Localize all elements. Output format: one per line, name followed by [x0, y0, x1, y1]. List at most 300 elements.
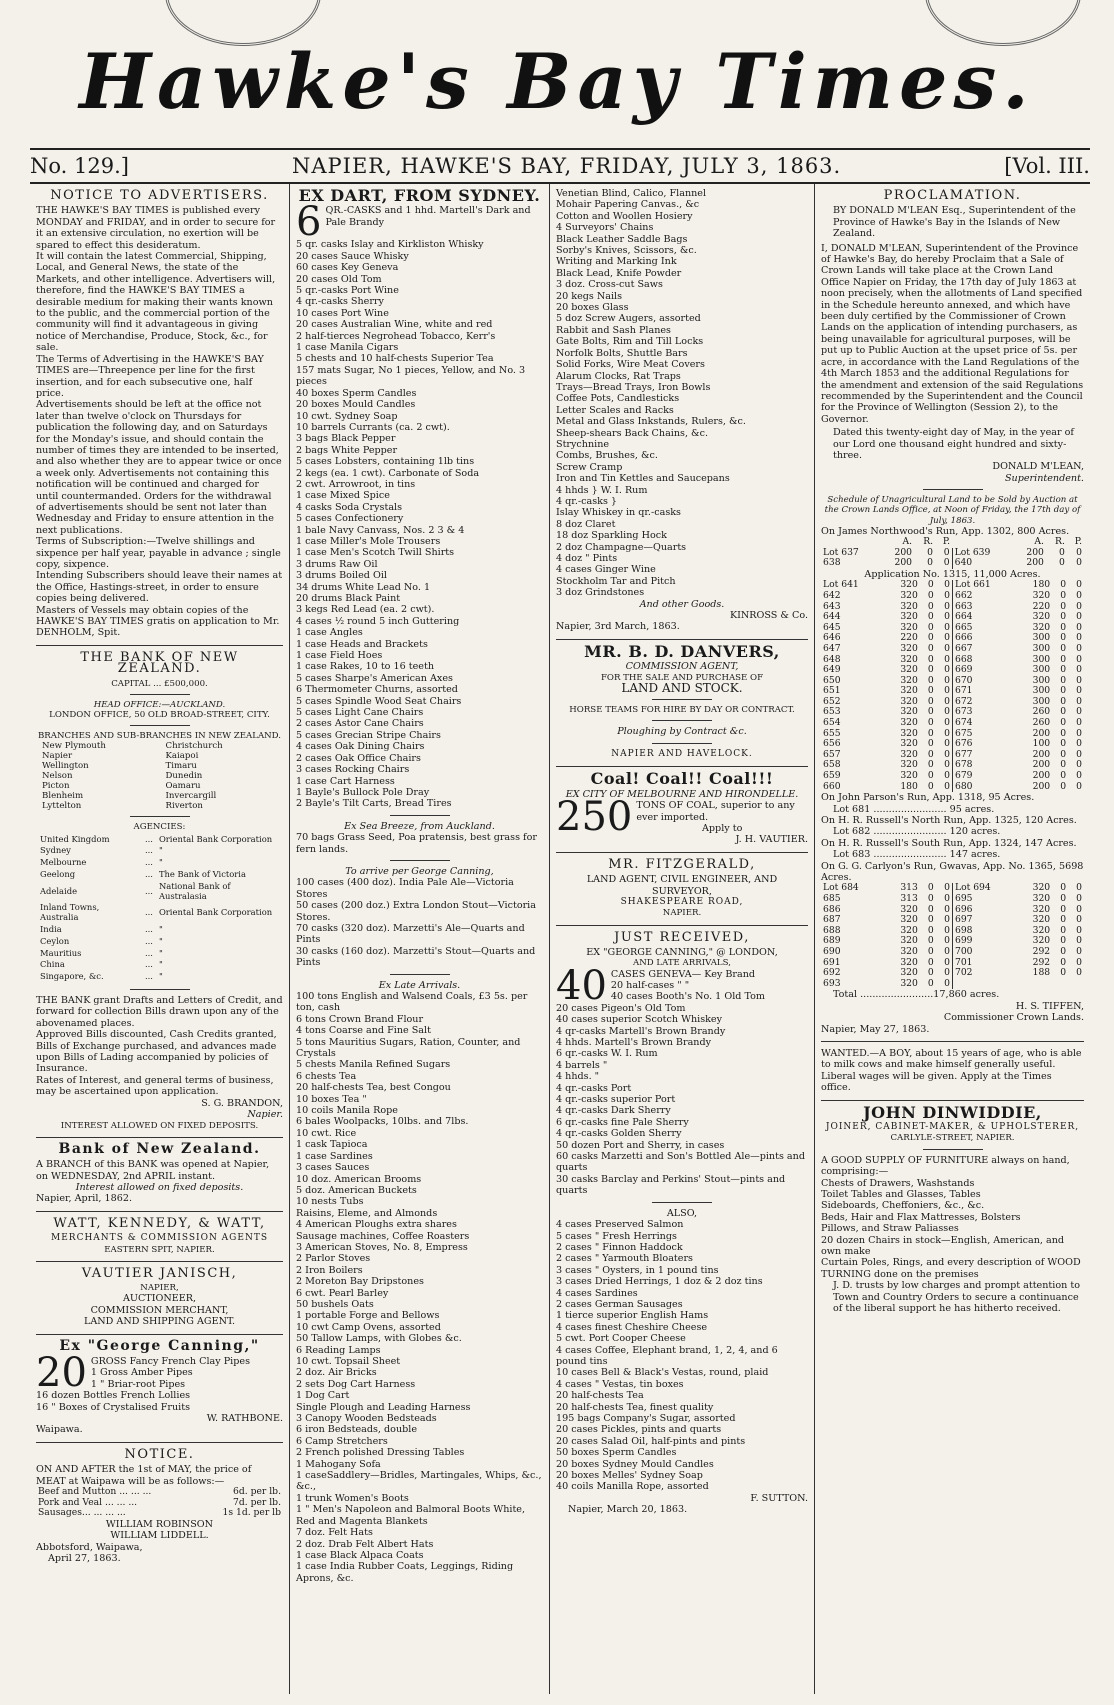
- table-cell: 644: [823, 611, 841, 623]
- table-cell: 320: [900, 738, 918, 750]
- run1-table: [821, 537, 1084, 569]
- bank2-text: A BRANCH of this BANK was opened at Napier, on WEDNESDAY, 2nd APRIL instant.: [36, 1159, 270, 1182]
- kinross-item: Sheep-shears Back Chains, &c.: [556, 427, 709, 439]
- agency-row: [38, 960, 281, 970]
- table-cell: 0: [1060, 738, 1067, 750]
- table-cell: 669: [954, 664, 973, 676]
- table-cell: 180: [1032, 579, 1051, 591]
- dart-item: 20 cases Old Tom: [296, 273, 382, 285]
- kinross-item: Iron and Tin Kettles and Saucepans: [556, 473, 730, 485]
- branch-item: Wellington: [42, 761, 89, 772]
- tiffen-signature: H. S. TIFFEN,: [1015, 1000, 1084, 1012]
- table-cell: ": [158, 857, 163, 868]
- vautier-line: AUCTIONEER,: [122, 1293, 197, 1305]
- dart-item: 20 boxes Mould Candles: [296, 399, 416, 411]
- coal-apply: Apply to: [701, 822, 743, 834]
- table-cell: ...: [144, 947, 153, 958]
- table-cell: ...: [144, 833, 153, 844]
- kinross-item: 5 doz Screw Augers, assorted: [556, 313, 701, 325]
- notice-paragraph: The Terms of Advertising in the HAWKE'S BAY TIMES are—Threepence per line for the first insertion, and for each subsecutive one, half price.: [36, 353, 264, 399]
- dart-item: 4 casks Soda Crystals: [296, 501, 403, 513]
- just-received-item: 6 qr.-casks W. I. Rum: [556, 1048, 658, 1060]
- table-cell: 0: [1060, 882, 1067, 894]
- table-cell: 685: [823, 893, 841, 905]
- late-arrival-item: 1 case India Rubber Coats, Leggings, Riding Aprons, &c.: [296, 1561, 514, 1584]
- late-arrival-item: 1 trunk Women's Boots: [296, 1492, 409, 1504]
- table-cell: 646: [823, 632, 841, 644]
- just-lead-number: 40: [556, 962, 607, 1009]
- table-cell: 0: [936, 771, 953, 782]
- table-cell: 0: [936, 612, 953, 623]
- furniture-item: Toilet Tables and Glasses, Tables: [821, 1188, 981, 1200]
- just-received-item: 4 qr.-casks Golden Sherry: [556, 1128, 682, 1140]
- late-arrival-item: 6 cwt. Pearl Barley: [296, 1287, 389, 1299]
- table-cell: 0: [936, 760, 953, 771]
- coal-title: Coal! Coal!! Coal!!!: [590, 769, 774, 789]
- table-cell: 0: [1076, 685, 1082, 697]
- canning-body: [36, 1349, 283, 1413]
- dart-item: 34 drums White Lead No. 1: [296, 581, 431, 593]
- kinross-item: Trays—Bread Trays, Iron Bowls: [556, 381, 711, 393]
- dart-item: 1 case Mixed Spice: [296, 490, 390, 502]
- wanted-ad: WANTED.—A BOY, about 15 years of age, who is able to milk cows and make himself generally useful. Liberal wages will be given. Apply at the Times office.: [821, 1048, 1082, 1094]
- kinross-item: Venetian Blind, Calico, Flannel: [556, 188, 707, 199]
- drafts-paragraph: Rates of Interest, and general terms of business, may be ascertained upon application.: [36, 1074, 274, 1098]
- branch-item: Dunedin: [165, 771, 203, 782]
- furniture-item: 20 dozen Chairs in stock—English, American, and own make: [821, 1234, 1065, 1257]
- table-cell: 0: [927, 882, 934, 894]
- table-cell: 200: [1026, 557, 1044, 569]
- table-cell: 0: [936, 591, 953, 602]
- column-2: [290, 184, 550, 1694]
- coal-text: TONS OF COAL, superior to any ever imported.: [636, 800, 795, 823]
- table-cell: 673: [954, 706, 973, 718]
- table-cell: 651: [823, 685, 841, 697]
- kinross-other: And other Goods.: [639, 598, 725, 610]
- table-cell: 320: [1032, 914, 1051, 926]
- volume-number: [Vol. III.: [1004, 154, 1090, 178]
- header-cell: P.: [942, 536, 951, 548]
- table-cell: Adelaide: [40, 885, 78, 896]
- just-received-items: [556, 980, 808, 1197]
- canning-arrive-item: 70 casks (320 doz). Marzetti's Ale—Quarts and Pints: [296, 922, 525, 946]
- meat-price-table: [36, 1487, 283, 1519]
- table-cell: 260: [1032, 717, 1051, 729]
- kinross-item: 4 doz " Pints: [556, 553, 618, 564]
- table-cell: 200: [1032, 748, 1051, 760]
- table-cell: 300: [1032, 632, 1051, 644]
- just-received-item: 60 casks Marzetti and Son's Bottled Ale—pints and quarts: [556, 1151, 805, 1174]
- dart-first-text: QR.-CASKS and 1 hhd. Martell's Dark and Pale Brandy: [325, 205, 531, 228]
- late-arrival-item: 10 coils Manila Rope: [296, 1105, 398, 1117]
- table-cell: 0: [927, 759, 934, 771]
- notice-advertisers-title: NOTICE TO ADVERTISERS.: [50, 188, 269, 203]
- dart-item: 20 drums Black Paint: [296, 593, 401, 604]
- table-cell: 691: [823, 956, 841, 968]
- table-cell: 0: [927, 738, 934, 750]
- dinwiddie-items: [821, 1178, 1084, 1281]
- table-cell: 0: [936, 958, 953, 969]
- also-item: 2 cases " Finnon Haddock: [556, 1241, 683, 1253]
- table-cell: 320: [900, 653, 918, 665]
- table-cell: Lot 641: [823, 579, 859, 591]
- table-cell: 0: [927, 674, 934, 686]
- table-cell: 643: [823, 600, 841, 612]
- table-cell: 0: [1060, 717, 1067, 729]
- just-received-item: 4 hhds. ": [556, 1071, 600, 1083]
- dart-item: 10 cwt. Sydney Soap: [296, 410, 398, 422]
- table-cell: 320: [900, 748, 918, 760]
- kinross-item: Combs, Brushes, &c.: [556, 450, 658, 462]
- table-cell: 653: [823, 706, 841, 718]
- drafts-paragraph: Approved Bills discounted, Cash Credits granted, Bills of Exchange purchased, and advances made upon Bills of Lading accompanied by policies of Insurance.: [36, 1029, 277, 1075]
- header-cell: A.: [902, 536, 913, 548]
- dart-item: 5 cases Light Cane Chairs: [296, 707, 424, 719]
- just-received-late: AND LATE ARRIVALS,: [633, 958, 731, 969]
- dart-item: 2 cwt. Arrowroot, in tins: [296, 478, 416, 490]
- canning-signature: W. RATHBONE.: [206, 1413, 283, 1425]
- table-cell: 0: [1059, 546, 1065, 558]
- meat-signatures: [36, 1519, 283, 1542]
- divider: [130, 694, 190, 695]
- table-cell: 320: [900, 946, 918, 958]
- table-cell: 320: [900, 717, 918, 729]
- table-cell: ...: [144, 935, 153, 946]
- lot-row: [821, 558, 1084, 569]
- divider: [556, 766, 808, 767]
- dart-item: 20 cases Sauce Whisky: [296, 250, 409, 262]
- dinwiddie-close: J. D. trusts by low charges and prompt attention to Town and Country Orders to secure a continuance of the liberal support he has hitherto received.: [833, 1280, 1080, 1314]
- dart-item: 20 cases Australian Wine, white and red: [296, 319, 493, 331]
- branch-item: Invercargill: [165, 791, 217, 802]
- late-arrival-item: 2 sets Dog Cart Harness: [296, 1378, 416, 1390]
- table-cell: 0: [1059, 557, 1065, 569]
- app2-table: [821, 580, 1084, 792]
- table-cell: 671: [954, 685, 973, 697]
- table-cell: 647: [823, 642, 841, 654]
- notice2-title: NOTICE.: [124, 1446, 195, 1462]
- table-cell: 667: [954, 642, 973, 654]
- table-cell: 0: [927, 935, 934, 947]
- meat-date: April 27, 1863.: [48, 1553, 121, 1565]
- table-cell: 676: [954, 738, 973, 750]
- table-cell: 0: [927, 893, 934, 905]
- late-arrival-item: 5 chests Manila Refined Sugars: [296, 1059, 451, 1071]
- issue-date: NAPIER, HAWKE'S BAY, FRIDAY, JULY 3, 1863.: [292, 154, 842, 178]
- table-cell: 1s 1d. per lb: [222, 1507, 281, 1519]
- table-cell: 320: [900, 621, 918, 633]
- late-arrival-item: 2 Parlor Stoves: [296, 1253, 371, 1265]
- table-cell: 320: [900, 759, 918, 771]
- kinross-item: 4 qr.-casks }: [556, 495, 618, 507]
- table-cell: 300: [1032, 674, 1051, 686]
- agency-row: [38, 846, 281, 856]
- table-cell: 0: [936, 707, 953, 718]
- table-cell: 320: [900, 589, 918, 601]
- divider: [390, 860, 450, 861]
- divider: [36, 1211, 283, 1212]
- table-cell: 0: [1076, 546, 1082, 558]
- table-cell: 320: [1032, 621, 1051, 633]
- table-cell: Beef and Mutton ... ... ...: [38, 1486, 152, 1498]
- fitzgerald-title: MR. FITZGERALD,: [608, 856, 756, 872]
- late-arrivals-items: [296, 991, 543, 1584]
- table-cell: 660: [823, 780, 841, 792]
- table-cell: 0: [927, 664, 934, 676]
- dart-lead-number: 6: [296, 199, 322, 246]
- late-arrival-item: 5 tons Mauritius Sugars, Ration, Counter, and Crystals: [296, 1036, 521, 1060]
- branch-item: Timaru: [165, 761, 197, 772]
- table-cell: 0: [936, 926, 953, 937]
- table-cell: 0: [1060, 579, 1067, 591]
- late-arrivals-title: Ex Late Arrivals.: [378, 979, 461, 991]
- table-cell: 0: [936, 947, 953, 958]
- table-cell: 0: [1060, 748, 1067, 760]
- table-cell: 649: [823, 664, 841, 676]
- table-cell: 0: [927, 621, 934, 633]
- table-cell: India: [40, 924, 62, 935]
- just-received-item: 4 qr-casks Martell's Brown Brandy: [556, 1025, 726, 1037]
- divider: [130, 816, 190, 817]
- coal-signature: J. H. VAUTIER.: [735, 834, 808, 846]
- table-cell: 0: [936, 750, 953, 761]
- table-cell: 686: [823, 903, 841, 915]
- table-cell: 678: [954, 759, 973, 771]
- dart-item: 5 cases Confectionery: [296, 513, 404, 525]
- dart-item: 1 case Angles: [296, 627, 363, 639]
- table-cell: 0: [1060, 653, 1067, 665]
- russell2-lot: Lot 683 ........................ 147 acres.: [833, 849, 1001, 861]
- divider: [130, 725, 190, 726]
- table-cell: 320: [900, 967, 918, 979]
- table-cell: 6d. per lb.: [233, 1486, 281, 1498]
- kinross-item: 8 doz Claret: [556, 518, 616, 530]
- dart-item: 3 drums Raw Oil: [296, 558, 378, 570]
- danvers-role: COMMISSION AGENT,: [625, 661, 739, 673]
- agencies-table: [36, 833, 283, 984]
- table-cell: 320: [900, 579, 918, 591]
- vautier-line: COMMISSION MERCHANT,: [90, 1304, 229, 1316]
- branch-item: Christchurch: [165, 741, 223, 752]
- proclamation-text: I, DONALD M'LEAN, Superintendent of the Province of Hawke's Bay, do hereby Proclaim that a Sale of Crown Lands will take place at the Crown Land Office Napier on Friday, the 17th day of July 1863 at noon precisely, when the allotments of Land specified in the Schedule hereunto annexed, and which have been duly certified by the Commissioner of Crown Lands on the application of intending purchasers, as being unavailable for agricultural purposes, will be put up to Public Auction at the upset price of 5s. per acre, in accordance with the Land Regulations of the 4th March 1853 and the additional Regulations for the amendment and extension of the said Regulations recommended by the Superintendent and the Council for the Province of Wellington (Session 2), to the Governor.: [821, 242, 1084, 425]
- divider: [652, 720, 712, 721]
- kinross-item: 20 boxes Glass: [556, 302, 629, 314]
- table-cell: ": [158, 947, 163, 958]
- table-cell: 0: [935, 548, 952, 559]
- bank-capital: CAPITAL ... £500,000.: [111, 678, 208, 689]
- table-cell: 0: [927, 780, 934, 792]
- kinross-item: 4 hhds } W. I. Rum: [556, 484, 648, 496]
- dart-item: 10 cases Port Wine: [296, 307, 389, 319]
- late-arrival-item: 1 cask Tapioca: [296, 1139, 368, 1151]
- table-cell: 0: [1076, 935, 1082, 947]
- dart-item: 5 qr.-casks Port Wine: [296, 285, 399, 297]
- table-cell: 0: [936, 602, 953, 613]
- late-arrival-item: 6 tons Crown Brand Flour: [296, 1013, 424, 1025]
- table-cell: 701: [954, 956, 973, 968]
- table-cell: 0: [1076, 611, 1082, 623]
- table-cell: 0: [1076, 956, 1082, 968]
- dart-item: 3 bags Black Pepper: [296, 433, 396, 445]
- table-cell: ...: [144, 971, 153, 982]
- kinross-item: 2 doz Champagne—Quarts: [556, 541, 687, 553]
- canning-lead-number: 20: [36, 1349, 87, 1396]
- also-item: 1 tierce superior English Hams: [556, 1310, 709, 1322]
- proclamation-by: BY DONALD M'LEAN Esq., Superintendent of the Province of Hawke's Bay in the Islands of New Zealand.: [833, 205, 1076, 240]
- also-item: 20 cases Salad Oil, half-pints and pints: [556, 1435, 746, 1447]
- bank-head-office: HEAD OFFICE:—AUCKLAND.: [93, 699, 226, 710]
- agency-row: [38, 882, 281, 902]
- table-cell: 0: [927, 706, 934, 718]
- table-cell: 679: [954, 770, 973, 782]
- table-cell: 0: [1076, 738, 1082, 750]
- table-cell: [1052, 979, 1068, 990]
- divider: [36, 1261, 283, 1262]
- table-cell: ...: [144, 869, 153, 880]
- dart-item: 1 case Manila Cigars: [296, 342, 399, 354]
- table-cell: 320: [1032, 893, 1051, 905]
- russell2-heading: On H. R. Russell's South Run, App. 1324, 147 Acres.: [821, 837, 1077, 849]
- late-arrival-item: 50 bushels Oats: [296, 1298, 374, 1310]
- agency-row: [38, 949, 281, 959]
- table-cell: 663: [954, 600, 973, 612]
- table-cell: 320: [900, 977, 918, 989]
- late-arrival-item: 1 caseSaddlery—Bridles, Martingales, Whips, &c., &c.,: [296, 1470, 542, 1493]
- table-cell: 0: [1076, 770, 1082, 782]
- table-cell: 260: [1032, 706, 1051, 718]
- table-cell: 666: [954, 632, 973, 644]
- dart-item: 2 half-tierces Negrohead Tobacco, Kerr's: [296, 330, 496, 342]
- coal-ship: EX CITY OF MELBOURNE AND HIRONDELLE.: [565, 788, 799, 800]
- also-title: ALSO,: [666, 1207, 698, 1219]
- late-arrival-item: 6 iron Bedsteads, double: [296, 1424, 418, 1436]
- kinross-item: Letter Scales and Racks: [556, 404, 674, 416]
- kinross-item: 4 Surveyors' Chains: [556, 222, 654, 234]
- table-cell: 687: [823, 914, 841, 926]
- table-cell: 0: [1076, 748, 1082, 760]
- table-cell: 0: [936, 739, 953, 750]
- danvers-place: NAPIER AND HAVELOCK.: [611, 748, 753, 759]
- late-arrival-item: 6 chests Tea: [296, 1070, 357, 1082]
- watt-address: EASTERN SPIT, NAPIER.: [104, 1244, 215, 1255]
- drafts-signature: S. G. BRANDON,: [201, 1097, 283, 1109]
- table-cell: 0: [927, 685, 934, 697]
- also-item: 4 cases Sardines: [556, 1287, 638, 1299]
- late-arrival-item: 7 doz. Felt Hats: [296, 1527, 373, 1539]
- table-cell: 313: [900, 893, 918, 905]
- kinross-item: Sorby's Knives, Scissors, &c.: [556, 245, 697, 257]
- table-cell: 0: [1076, 695, 1082, 707]
- dart-items: [296, 239, 543, 809]
- table-cell: 0: [927, 977, 934, 989]
- table-cell: 0: [927, 717, 934, 729]
- dart-item: 4 cases Oak Dining Chairs: [296, 741, 425, 753]
- branches-list: [36, 741, 283, 811]
- table-cell: 0: [1060, 706, 1067, 718]
- table-cell: 320: [900, 935, 918, 947]
- table-cell: 320: [900, 924, 918, 936]
- russell1-lot: Lot 682 ........................ 120 acres.: [833, 826, 1001, 838]
- table-cell: 0: [1076, 664, 1082, 676]
- table-cell: 654: [823, 717, 841, 729]
- table-cell: 0: [1076, 579, 1082, 591]
- column-3: [550, 184, 815, 1694]
- table-cell: 0: [1060, 685, 1067, 697]
- table-cell: 0: [1060, 946, 1067, 958]
- dart-item: 1 Bayle's Bullock Pole Dray: [296, 786, 430, 798]
- table-cell: 0: [1076, 727, 1082, 739]
- furniture-item: Chests of Drawers, Washstands: [821, 1177, 975, 1189]
- late-arrival-item: 1 " Men's Napoleon and Balmoral Boots White, Red and Magenta Blankets: [296, 1504, 526, 1527]
- table-cell: 638: [823, 557, 841, 569]
- table-cell: ...: [144, 845, 153, 856]
- dart-item: 5 cases Grecian Stripe Chairs: [296, 729, 441, 741]
- late-arrival-item: 1 Dog Cart: [296, 1390, 350, 1402]
- table-cell: 0: [1060, 924, 1067, 936]
- table-cell: Lot 684: [823, 882, 859, 894]
- table-cell: 0: [1076, 924, 1082, 936]
- masthead-title: Hawke's Bay Times.: [79, 37, 1035, 126]
- divider: [652, 699, 712, 700]
- dinwiddie-text: A GOOD SUPPLY OF FURNITURE always on hand, comprising:—: [821, 1154, 1070, 1178]
- table-cell: 320: [1032, 903, 1051, 915]
- table-cell: Ceylon: [40, 935, 70, 946]
- just-received-item: 4 barrels ": [556, 1059, 608, 1071]
- kinross-item: Alarum Clocks, Rat Traps: [556, 370, 681, 382]
- branch-item: Picton: [42, 781, 70, 792]
- table-cell: Lot 639: [954, 546, 991, 558]
- table-cell: 320: [900, 600, 918, 612]
- table-cell: 0: [1060, 770, 1067, 782]
- dart-item: 5 chests and 10 half-chests Superior Tea: [296, 353, 494, 365]
- table-cell: 320: [900, 611, 918, 623]
- proclamation-signature: DONALD M'LEAN,: [992, 461, 1084, 473]
- kinross-item: Norfolk Bolts, Shuttle Bars: [556, 347, 688, 359]
- table-cell: 692: [823, 967, 841, 979]
- late-arrival-item: 3 American Stoves, No. 8, Empress: [296, 1241, 468, 1253]
- vautier-title: VAUTIER JANISCH,: [81, 1265, 238, 1281]
- table-cell: 0: [936, 580, 953, 591]
- table-cell: Lot 661: [954, 579, 991, 591]
- agency-row: [38, 835, 281, 845]
- kinross-item: Strychnine: [556, 438, 610, 450]
- table-cell: 0: [1076, 632, 1082, 644]
- table-cell: 320: [900, 770, 918, 782]
- late-arrival-item: 1 case Black Alpaca Coats: [296, 1549, 424, 1561]
- canning-arrive-item: 30 casks (160 doz). Marzetti's Stout—Quarts and Pints: [296, 945, 536, 969]
- also-item: 4 cases " Vestas, tin boxes: [556, 1378, 684, 1390]
- table-cell: 0: [1076, 946, 1082, 958]
- table-cell: 0: [1076, 674, 1082, 686]
- table-cell: 320: [900, 642, 918, 654]
- table-cell: 0: [935, 558, 952, 569]
- also-item: 5 cwt. Port Cooper Cheese: [556, 1333, 686, 1345]
- table-cell: Inland Towns, Australia: [40, 902, 100, 923]
- table-cell: 0: [936, 697, 953, 708]
- table-cell: 0: [936, 729, 953, 740]
- just-received-ex: EX "GEORGE CANNING," @ LONDON,: [586, 946, 778, 958]
- dart-item: 4 qr.-casks Sherry: [296, 296, 384, 308]
- table-cell: 689: [823, 935, 841, 947]
- divider: [652, 1202, 712, 1203]
- table-cell: 0: [927, 946, 934, 958]
- also-item: 20 half-chests Tea: [556, 1390, 644, 1402]
- agency-row: [38, 858, 281, 868]
- drafts-body: [36, 995, 283, 1098]
- table-cell: 0: [1076, 882, 1082, 894]
- branches-right: [160, 741, 284, 811]
- table-cell: National Bank of Australasia: [158, 880, 231, 901]
